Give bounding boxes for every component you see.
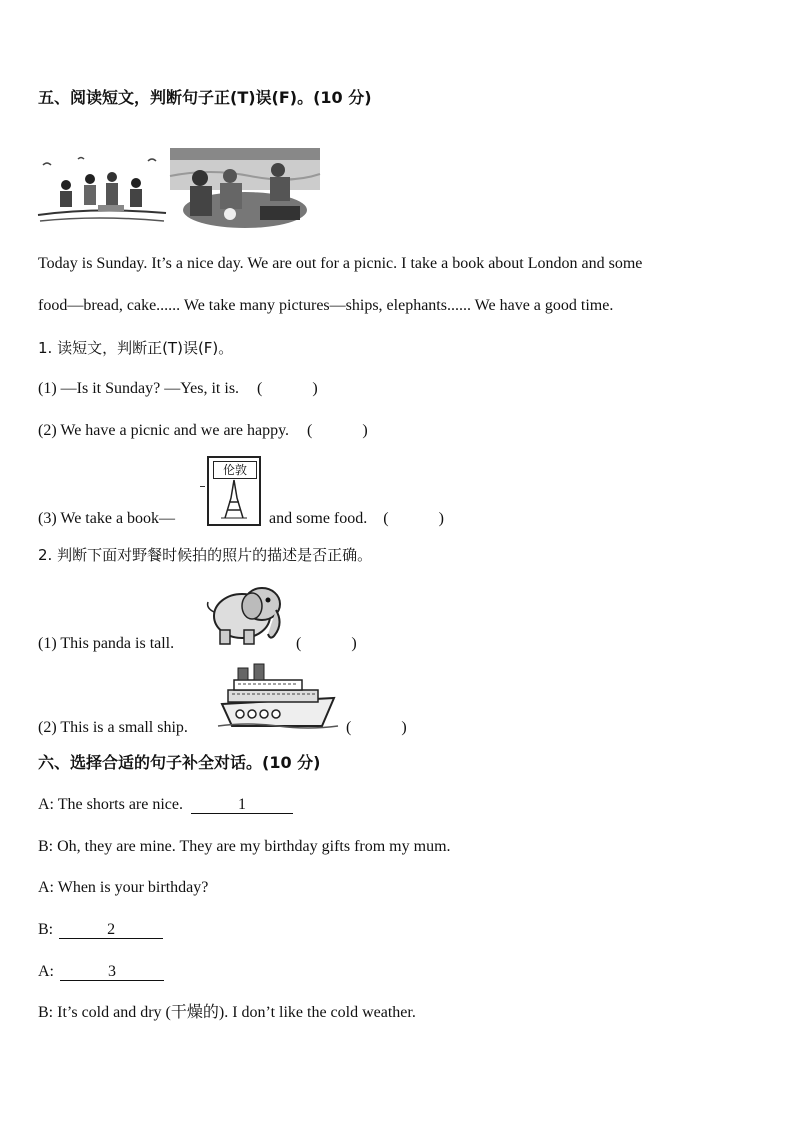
dash-mark [200,486,205,487]
answer-bracket-2[interactable]: ( ) [307,422,368,439]
part1-instruction: 1. 读短文，判断正(T)误(F)。 [38,339,234,357]
answer-blank-2[interactable]: 2 [59,921,163,939]
elephant-illustration [204,578,290,648]
eiffel-tower-icon [219,480,249,520]
speaker-label: B: [38,1004,54,1021]
dialogue-line-4 [38,920,163,940]
picnic-family-illustration [38,155,168,235]
photo-question-2-text: (2) This is a small ship. [38,719,188,736]
section5-title: 五、阅读短文，判断句子正(T)误(F)。(10 分) [38,88,372,107]
speaker-label: A: [38,963,54,980]
photo-question-2 [38,718,188,738]
passage-line-1: Today is Sunday. It’s a nice day. We are out for a picnic. I take a book about London and some [38,255,643,272]
question-1 [38,379,318,399]
dialogue-text: When is your birthday? [57,879,209,896]
dialogue-text: Oh, they are mine. They are my birthday gifts from my mum. [57,838,451,855]
speaker-label: B: [38,838,54,855]
part2-instruction: 2. 判断下面对野餐时候拍的照片的描述是否正确。 [38,546,373,564]
dialogue-text: The shorts are nice. [57,796,183,813]
speaker-label: A: [38,879,54,896]
london-book-icon [207,456,261,526]
answer-blank-1[interactable]: 1 [191,796,293,814]
dialogue-text: It’s cold and dry (干燥的). I don’t like the cold weather. [57,1004,416,1021]
question-1-text: (1) —Is it Sunday? —Yes, it is. [38,380,240,397]
answer-bracket-1[interactable]: ( ) [257,380,318,397]
section6-title: 六、选择合适的句子补全对话。(10 分) [38,753,321,772]
ship-illustration [218,660,338,730]
photo-question-1-text: (1) This panda is tall. [38,635,175,652]
answer-bracket-3[interactable]: ( ) [383,510,444,527]
picnic-friends-illustration [170,148,320,238]
question-2-text: (2) We have a picnic and we are happy. [38,422,290,439]
photo-question-1 [38,634,174,654]
answer-bracket-4[interactable]: ( ) [296,635,357,652]
dialogue-line-6 [38,1003,416,1023]
question-2 [38,421,368,441]
dialogue-line-3 [38,878,208,898]
question-3-text-before: (3) We take a book— [38,510,176,527]
dialogue-line-2 [38,837,451,857]
answer-bracket-5[interactable]: ( ) [346,719,407,736]
question-3-text-after: and some food. [269,510,368,527]
speaker-label: B: [38,921,54,938]
dialogue-line-5 [38,962,164,982]
speaker-label: A: [38,796,54,813]
passage-line-2: food—bread, cake...... We take many pictures—ships, elephants...... We have a good time. [38,297,614,314]
book-title: 伦敦 [213,461,257,479]
dialogue-line-1 [38,795,293,815]
answer-blank-3[interactable]: 3 [60,963,164,981]
